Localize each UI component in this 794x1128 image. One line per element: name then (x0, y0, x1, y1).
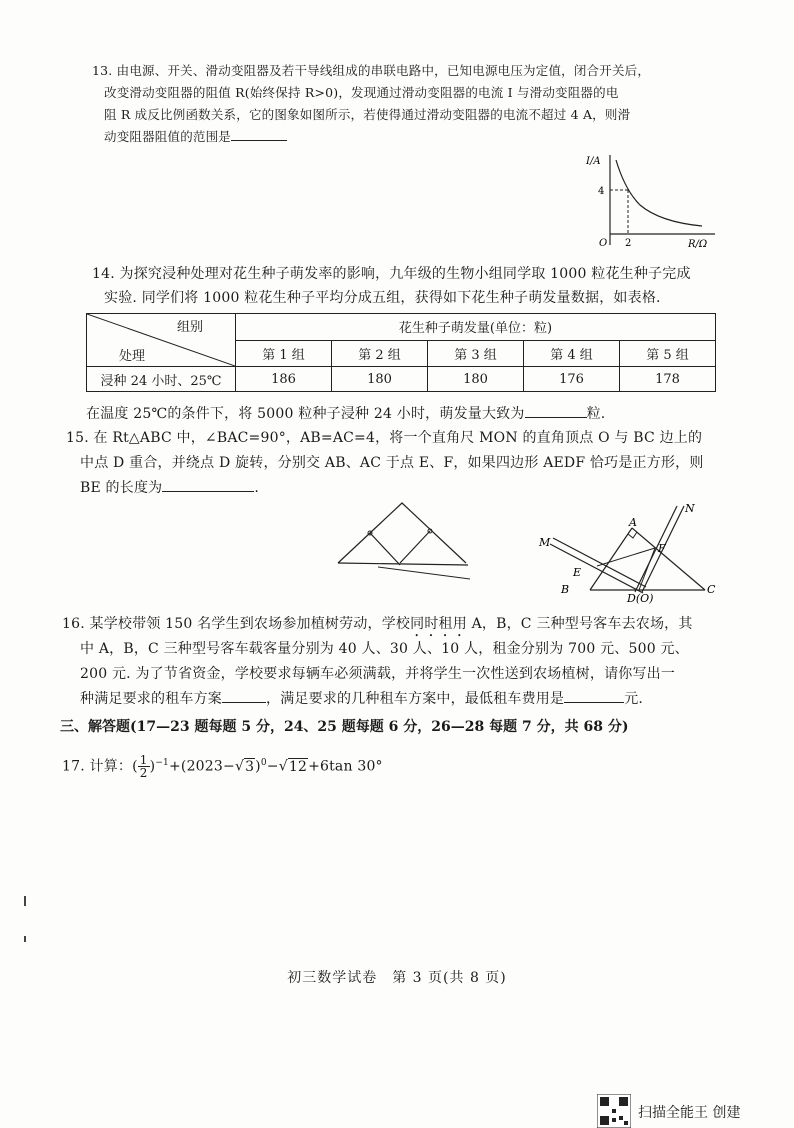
q15-line2: 中点 D 重合，并绕点 D 旋转，分别交 AB、AC 于点 E、F，如果四边形 AEDF 恰巧是正方形，则 (80, 455, 704, 471)
q15-line1: 15. 在 Rt△ABC 中，∠BAC=90°，AB=AC=4，将一个直角尺 MON 的直角顶点 O 与 BC 边上的 (66, 430, 703, 446)
label-E: E (573, 566, 582, 579)
q17-exp2: 0 (260, 758, 267, 768)
q13-answer-blank (231, 126, 287, 141)
qr-code-icon (597, 1094, 631, 1128)
row-label: 浸种 24 小时、25℃ (87, 367, 236, 392)
q13-graph (580, 150, 720, 250)
q16-line4-b: ，满足要求的几种租车方案中，最低租车费用是 (266, 691, 565, 707)
q15-line3-text: BE 的长度为 (80, 480, 163, 496)
q16-line1-emph: 同时租用 (410, 616, 467, 632)
q16-answer-blank-1 (222, 688, 266, 703)
label-D: D(O) (627, 592, 654, 605)
table-cell: 176 (524, 367, 620, 392)
q13-line3: 阻 R 成反比例函数关系，它的图象如图所示，若使得通过滑动变阻器的电流不超过 4 A，则滑 (104, 107, 631, 122)
corner-top-label: 组别 (176, 320, 203, 335)
label-B: B (561, 583, 570, 596)
q15-line3 (80, 476, 259, 501)
table-header: 花生种子萌发量(单位：粒) (236, 314, 716, 341)
margin-mark (24, 936, 26, 942)
group-header: 第 3 组 (428, 340, 524, 367)
table-cell: 180 (428, 367, 524, 392)
q16-line4-a: 种满足要求的租车方案 (80, 691, 222, 707)
frac-num: 1 (139, 753, 148, 768)
q16-line1-a: 16. 某学校带领 150 名学生到农场参加植树劳动，学校 (62, 616, 411, 632)
q13-line4-text: 动变阻器阻值的范围是 (104, 129, 232, 144)
page-footer: 初三数学试卷 第 3 页(共 8 页) (287, 970, 507, 986)
watermark-text: 扫描全能王 创建 (638, 1105, 741, 1121)
y-axis-label: I/A (586, 156, 601, 167)
table-corner-cell (87, 314, 236, 367)
q15-sketch (330, 495, 480, 585)
q13-line4 (104, 126, 287, 148)
q16-line1-b: A，B，C 三种型号客车去农场，其 (466, 616, 693, 632)
q17-term2: +(2023− (168, 758, 235, 775)
y-tick-label: 4 (598, 186, 605, 197)
margin-mark (24, 896, 26, 906)
label-M: M (539, 536, 551, 549)
q17-sqrt12: 12 (288, 758, 308, 775)
q17-term2-end: ) (255, 758, 261, 775)
corner-diagonal (87, 314, 235, 366)
group-header: 第 4 组 (524, 340, 620, 367)
table-cell: 178 (620, 367, 716, 392)
corner-bottom-label: 处理 (119, 349, 146, 364)
q17-exp1: −1 (155, 758, 169, 768)
q15-line3-end: . (254, 480, 260, 496)
table-cell: 186 (236, 367, 332, 392)
q14-table (86, 313, 716, 392)
q16-line2: 中 A，B，C 三种型号客车载客量分别为 40 人、30 人、10 人，租金分别为 700 元、500 元、 (80, 641, 689, 657)
q14-after (86, 402, 605, 427)
table-cell: 180 (332, 367, 428, 392)
q13-line1: 13. 由电源、开关、滑动变阻器及若干导线组成的串联电路中，已知电源电压为定值，闭合开关后， (92, 63, 651, 78)
q14-answer-blank (525, 403, 587, 418)
group-header: 第 5 组 (620, 340, 716, 367)
q17-term4: +6tan 30° (308, 758, 383, 775)
inverse-curve (616, 160, 702, 226)
q16-line4 (80, 687, 643, 712)
q15-answer-blank (162, 477, 254, 492)
q16-line4-c: 元. (624, 691, 644, 707)
q16-line3: 200 元. 为了节省资金，学校要求每辆车必须满载，并将学生一次性送到农场植树，请你写出一 (80, 666, 676, 682)
label-F: F (658, 542, 666, 555)
frac-den: 2 (139, 766, 148, 781)
q17-sqrt3: 3 (245, 758, 255, 775)
q17-expression: 17. 计算：( $\frac{1}{2}$ )$^{-1}+(2023-√3)^0-√12+6\tan$ 30° (62, 753, 383, 781)
group-header: 第 1 组 (236, 340, 332, 367)
q15-figure (535, 498, 725, 606)
q14-after-pre: 在温度 25℃的条件下，将 5000 粒种子浸种 24 小时，萌发量大致为 (86, 406, 525, 422)
q17-prefix: 17. 计算： (62, 758, 133, 775)
label-N: N (685, 502, 695, 515)
q17-fraction (138, 754, 150, 779)
q14-after-post: 粒. (586, 406, 606, 422)
q14-line2: 实验. 同学们将 1000 粒花生种子平均分成五组，获得如下花生种子萌发量数据，如表格. (104, 290, 661, 306)
x-tick-label: 2 (625, 238, 632, 249)
group-header: 第 2 组 (332, 340, 428, 367)
q13-line2: 改变滑动变阻器的阻值 R(始终保持 R>0)，发现通过滑动变阻器的电流 I 与滑动变阻器的电 (104, 85, 619, 100)
x-axis-label: R/Ω (688, 239, 708, 250)
label-C: C (707, 583, 716, 596)
q17-term3: − (266, 758, 279, 775)
label-A: A (629, 516, 637, 529)
origin-label: O (599, 238, 608, 249)
q16-answer-blank-2 (564, 688, 624, 703)
q16-line1 (62, 612, 693, 640)
q14-line1: 14. 为探究浸种处理对花生种子萌发率的影响，九年级的生物小组同学取 1000 粒花生种子完成 (92, 266, 691, 282)
section-heading: 三、解答题(17—23 题每题 5 分，24、25 题每题 6 分，26—28 每题 7 分，共 68 分) (60, 719, 629, 735)
